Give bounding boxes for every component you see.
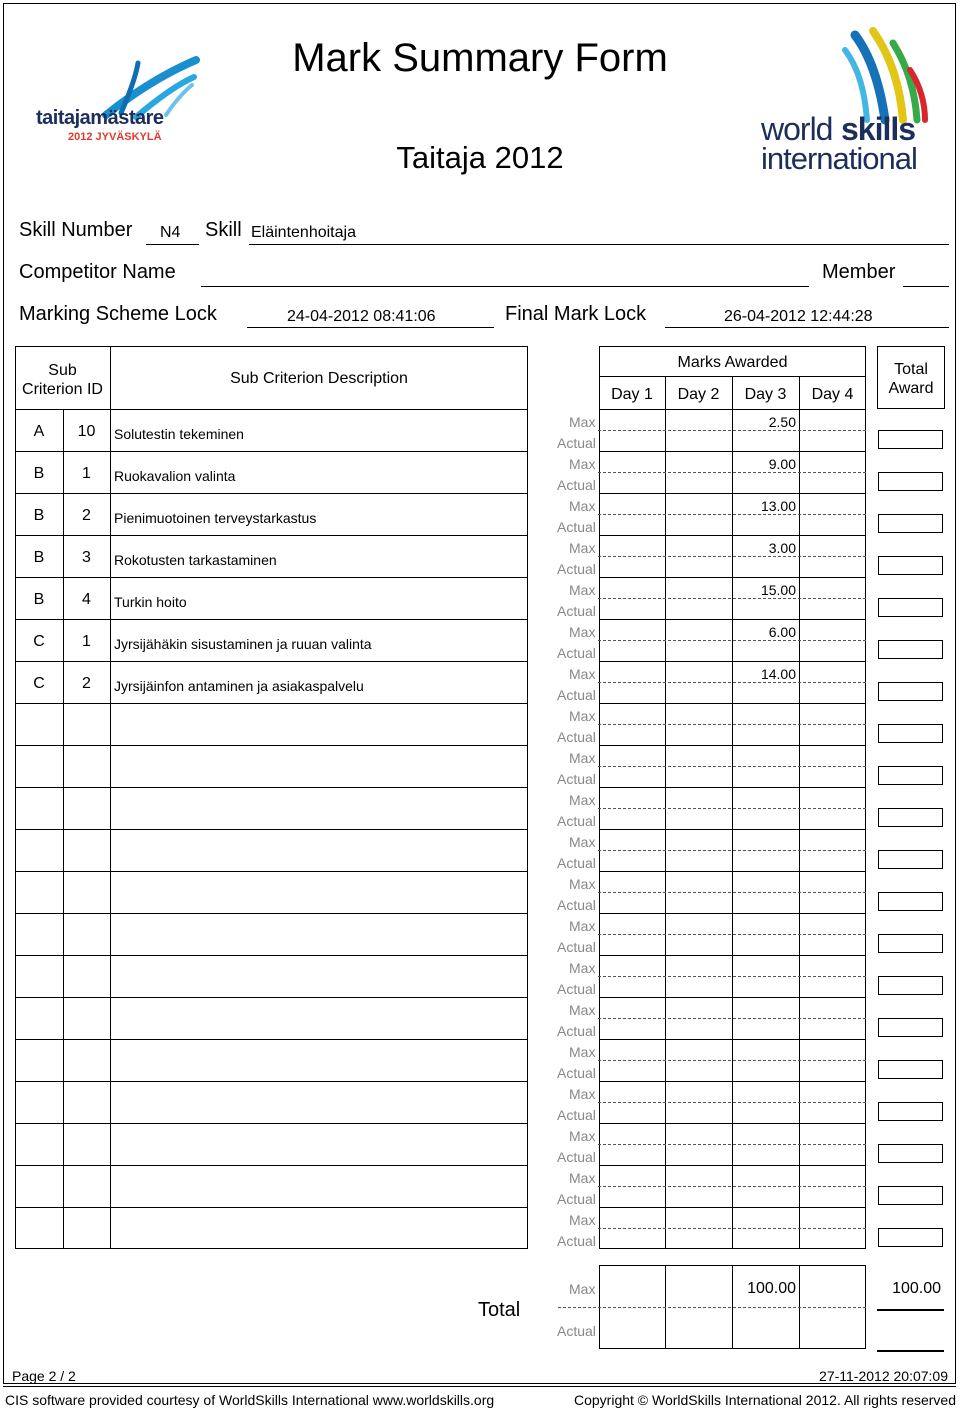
max-label: Max	[569, 666, 596, 682]
marks-row-line	[599, 1081, 866, 1082]
max-actual-dash	[598, 1228, 866, 1229]
totals-dash	[558, 1307, 866, 1308]
footer-credit: CIS software provided courtesy of WorldSkills International www.worldskills.org	[5, 1392, 495, 1408]
max-label: Max	[569, 876, 596, 892]
max-actual-dash	[598, 1060, 866, 1061]
total-award-box[interactable]	[878, 1018, 943, 1037]
criteria-row-line	[15, 577, 528, 578]
final-lock-line	[665, 327, 949, 328]
criterion-id: B	[33, 549, 45, 566]
max-label: Max	[569, 498, 596, 514]
max-label: Max	[569, 582, 596, 598]
criteria-row-line	[15, 745, 528, 746]
page-title: Mark Summary Form	[292, 36, 668, 80]
max-label: Max	[569, 1002, 596, 1018]
actual-label: Actual	[557, 855, 596, 871]
sub-criterion-number: 2	[82, 675, 91, 692]
totals-day3-value: 100.00	[747, 1280, 796, 1297]
max-actual-dash	[598, 682, 866, 683]
day-3-header: Day 3	[744, 386, 787, 403]
total-award-box[interactable]	[878, 640, 943, 659]
criterion-id: B	[33, 591, 45, 608]
sub-criterion-description: Rokotusten tarkastaminen	[114, 552, 277, 568]
total-award-header-2: Award	[888, 380, 934, 397]
total-award-box[interactable]	[878, 514, 943, 533]
total-award-box[interactable]	[878, 472, 943, 491]
marks-row-line	[599, 1165, 866, 1166]
marks-row-line	[599, 913, 866, 914]
total-award-box[interactable]	[878, 724, 943, 743]
actual-label: Actual	[557, 1233, 596, 1249]
actual-label: Actual	[557, 1191, 596, 1207]
col-desc-header: Sub Criterion Description	[230, 370, 408, 387]
actual-label: Actual	[557, 1065, 596, 1081]
max-actual-dash	[598, 514, 866, 515]
max-actual-dash	[598, 430, 866, 431]
totals-max-label: Max	[569, 1281, 596, 1297]
footer-timestamp: 27-11-2012 20:07:09	[819, 1368, 948, 1384]
sub-criterion-number: 1	[82, 633, 91, 650]
marks-row-line	[599, 619, 866, 620]
page-number: Page 2 / 2	[12, 1368, 76, 1384]
sub-criterion-number: 1	[82, 465, 91, 482]
total-award-box[interactable]	[878, 892, 943, 911]
footer-line	[3, 1386, 956, 1387]
marks-awarded-header: Marks Awarded	[677, 354, 788, 371]
criterion-id: C	[33, 675, 45, 692]
max-actual-dash	[598, 808, 866, 809]
max-actual-dash	[598, 1186, 866, 1187]
worldskills-logo-world: world	[761, 111, 833, 147]
max-label: Max	[569, 1086, 596, 1102]
max-actual-dash	[598, 892, 866, 893]
competitor-name-label: Competitor Name	[19, 261, 176, 283]
page-subtitle: Taitaja 2012	[396, 140, 564, 175]
skill-number-line	[146, 244, 199, 245]
total-award-box[interactable]	[878, 1060, 943, 1079]
criterion-id: A	[33, 423, 45, 440]
criteria-row-line	[15, 829, 528, 830]
day-3-max-value: 13.00	[760, 498, 796, 514]
total-award-box[interactable]	[878, 1102, 943, 1121]
day-3-max-value: 3.00	[768, 540, 796, 556]
total-award-header-1: Total	[894, 361, 928, 378]
max-actual-dash	[598, 1018, 866, 1019]
criteria-row-line	[15, 619, 528, 620]
skill-number-value: N4	[160, 224, 181, 241]
total-award-box[interactable]	[878, 682, 943, 701]
max-actual-dash	[598, 640, 866, 641]
day-3-max-value: 9.00	[768, 456, 796, 472]
taitaja-logo-text: taitajamästare	[36, 107, 164, 129]
criterion-id: B	[33, 465, 45, 482]
criteria-header-line	[15, 409, 528, 410]
actual-label: Actual	[557, 771, 596, 787]
marks-row-line	[599, 829, 866, 830]
total-award-box[interactable]	[878, 766, 943, 785]
max-label: Max	[569, 918, 596, 934]
criteria-row-line	[15, 1039, 528, 1040]
actual-label: Actual	[557, 981, 596, 997]
criteria-row-line	[15, 913, 528, 914]
criteria-row-line	[15, 1165, 528, 1166]
actual-label: Actual	[557, 813, 596, 829]
total-award-box[interactable]	[878, 1186, 943, 1205]
total-award-box[interactable]	[878, 598, 943, 617]
max-label: Max	[569, 834, 596, 850]
marking-lock-value: 24-04-2012 08:41:06	[287, 308, 436, 325]
max-label: Max	[569, 540, 596, 556]
sub-criterion-description: Ruokavalion valinta	[114, 468, 236, 484]
sub-criterion-number: 10	[77, 423, 96, 440]
total-award-line-1	[877, 1309, 944, 1311]
max-actual-dash	[598, 472, 866, 473]
footer-copyright: Copyright © WorldSkills International 2012. All rights reserved	[573, 1392, 956, 1408]
max-actual-dash	[598, 724, 866, 725]
final-lock-label: Final Mark Lock	[505, 303, 647, 325]
member-label: Member	[822, 261, 896, 283]
marks-row-line	[599, 745, 866, 746]
actual-label: Actual	[557, 939, 596, 955]
marks-divider-3	[799, 376, 800, 1249]
actual-label: Actual	[557, 435, 596, 451]
marks-row-line	[599, 997, 866, 998]
actual-label: Actual	[557, 1149, 596, 1165]
criteria-row-line	[15, 703, 528, 704]
marks-row-line	[599, 787, 866, 788]
max-actual-dash	[598, 976, 866, 977]
marking-lock-line	[247, 327, 494, 328]
total-label: Total	[478, 1299, 521, 1321]
marks-row-line	[599, 577, 866, 578]
actual-label: Actual	[557, 1023, 596, 1039]
criteria-row-line	[15, 787, 528, 788]
actual-label: Actual	[557, 603, 596, 619]
marks-row-line	[599, 535, 866, 536]
total-award-header-text	[877, 360, 945, 398]
max-actual-dash	[598, 598, 866, 599]
max-actual-dash	[598, 1144, 866, 1145]
max-label: Max	[569, 960, 596, 976]
final-lock-value: 26-04-2012 12:44:28	[724, 308, 873, 325]
criteria-row-line	[15, 535, 528, 536]
max-actual-dash	[598, 1102, 866, 1103]
max-label: Max	[569, 1044, 596, 1060]
max-label: Max	[569, 1212, 596, 1228]
criterion-id: C	[33, 633, 45, 650]
max-label: Max	[569, 1128, 596, 1144]
skill-label: Skill	[205, 219, 242, 241]
sub-criterion-description: Solutestin tekeminen	[114, 426, 244, 442]
max-label: Max	[569, 624, 596, 640]
day-4-header: Day 4	[811, 386, 854, 403]
actual-label: Actual	[557, 687, 596, 703]
criteria-row-line	[15, 1123, 528, 1124]
criteria-row-line	[15, 955, 528, 956]
total-award-line-2	[877, 1350, 944, 1352]
max-actual-dash	[598, 934, 866, 935]
sub-criterion-number: 2	[82, 507, 91, 524]
marks-row-line	[599, 661, 866, 662]
col-sub-header-2: Criterion ID	[22, 381, 103, 398]
actual-label: Actual	[557, 477, 596, 493]
criterion-id: B	[33, 507, 45, 524]
marks-row-line	[599, 871, 866, 872]
totals-actual-label: Actual	[557, 1323, 596, 1339]
competitor-name-line	[201, 286, 809, 287]
total-award-box[interactable]	[878, 1144, 943, 1163]
criteria-row-line	[15, 451, 528, 452]
sub-criterion-description: Jyrsijäinfon antaminen ja asiakaspalvelu	[114, 678, 364, 694]
worldskills-logo-skills: skills	[841, 111, 916, 147]
criteria-row-line	[15, 1207, 528, 1208]
total-award-value: 100.00	[892, 1280, 941, 1297]
actual-label: Actual	[557, 645, 596, 661]
total-award-box[interactable]	[878, 976, 943, 995]
marks-row-line	[599, 703, 866, 704]
total-award-box[interactable]	[878, 556, 943, 575]
max-label: Max	[569, 750, 596, 766]
marks-row-line	[599, 451, 866, 452]
day-3-max-value: 2.50	[768, 414, 796, 430]
actual-label: Actual	[557, 519, 596, 535]
sub-criterion-number: 3	[82, 549, 91, 566]
max-label: Max	[569, 456, 596, 472]
max-label: Max	[569, 414, 596, 430]
day-3-max-value: 6.00	[768, 624, 796, 640]
total-award-box[interactable]	[878, 1228, 943, 1247]
actual-label: Actual	[557, 897, 596, 913]
taitaja-logo-subtext: 2012 JYVÄSKYLÄ	[68, 131, 162, 143]
criteria-row-line	[15, 661, 528, 662]
marks-row-line	[599, 1123, 866, 1124]
actual-label: Actual	[557, 561, 596, 577]
total-award-box[interactable]	[878, 430, 943, 449]
sub-criterion-number: 4	[82, 591, 91, 608]
marks-row-line	[599, 955, 866, 956]
max-label: Max	[569, 792, 596, 808]
worldskills-logo-international: international	[761, 141, 917, 176]
total-award-box[interactable]	[878, 934, 943, 953]
sub-criterion-description: Pienimuotoinen terveystarkastus	[114, 510, 317, 526]
col-sub-header-1: Sub	[48, 362, 77, 379]
criteria-row-line	[15, 997, 528, 998]
day-3-max-value: 14.00	[760, 666, 796, 682]
marks-row-line	[599, 1039, 866, 1040]
criteria-row-line	[15, 871, 528, 872]
skill-number-label: Skill Number	[19, 219, 133, 241]
day-1-header: Day 1	[611, 386, 653, 403]
criteria-divider-2	[110, 346, 111, 1249]
day-3-max-value: 15.00	[760, 582, 796, 598]
marks-divider-1	[665, 376, 666, 1249]
skill-line	[249, 244, 949, 245]
col-sub-header	[15, 361, 110, 399]
marking-lock-label: Marking Scheme Lock	[19, 303, 217, 325]
member-line	[903, 286, 949, 287]
actual-label: Actual	[557, 729, 596, 745]
marks-row-line	[599, 493, 866, 494]
day-2-header: Day 2	[677, 386, 720, 403]
actual-label: Actual	[557, 1107, 596, 1123]
max-actual-dash	[598, 850, 866, 851]
max-actual-dash	[598, 556, 866, 557]
sub-criterion-description: Turkin hoito	[114, 594, 187, 610]
max-label: Max	[569, 708, 596, 724]
max-actual-dash	[598, 766, 866, 767]
skill-value: Eläintenhoitaja	[251, 224, 356, 241]
criteria-row-line	[15, 1081, 528, 1082]
sub-criterion-description: Jyrsijähäkin sisustaminen ja ruuan valinta	[114, 636, 372, 652]
max-label: Max	[569, 1170, 596, 1186]
total-award-box[interactable]	[878, 808, 943, 827]
criteria-row-line	[15, 493, 528, 494]
total-award-box[interactable]	[878, 850, 943, 869]
marks-row-line	[599, 1207, 866, 1208]
